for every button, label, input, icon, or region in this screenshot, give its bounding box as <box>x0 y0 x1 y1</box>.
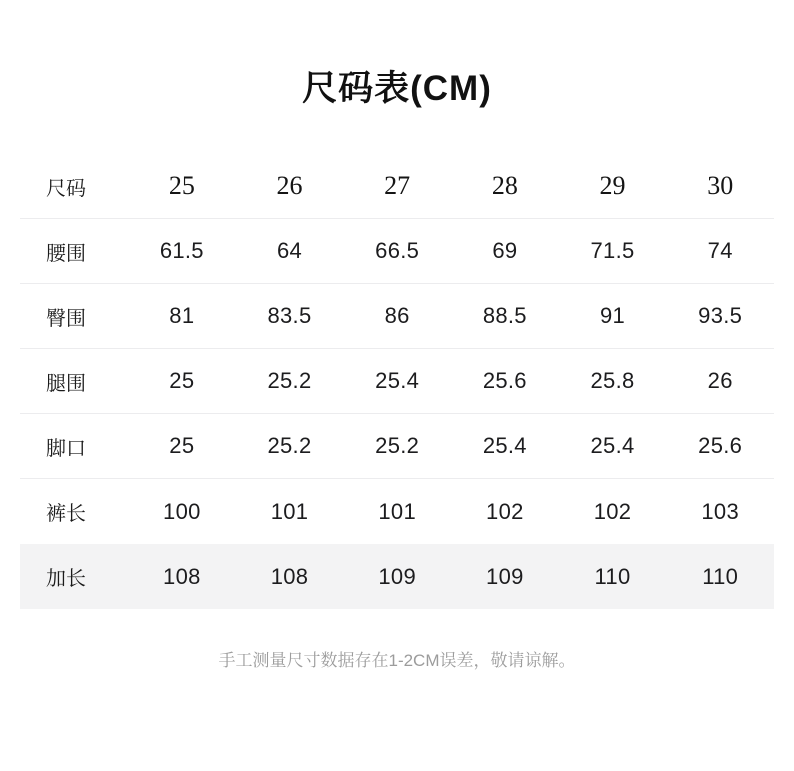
cell-value: 93.5 <box>698 303 743 328</box>
cell-value: 25.6 <box>482 368 527 393</box>
size-column-26: 26 <box>276 171 303 200</box>
cell-value: 71.5 <box>590 238 635 263</box>
row-label: 臀围 <box>46 307 86 330</box>
table-row-extended-length <box>20 544 774 609</box>
size-table-header-row <box>20 154 774 219</box>
cell-value: 25 <box>169 433 195 458</box>
size-column-28: 28 <box>491 171 518 200</box>
cell-value: 100 <box>163 498 201 524</box>
cell-value: 110 <box>594 563 631 589</box>
row-label: 腰围 <box>46 242 86 265</box>
cell-value: 26 <box>707 368 733 393</box>
cell-value: 103 <box>701 498 739 524</box>
page-title: 尺码表(CM) <box>302 69 492 108</box>
cell-value: 102 <box>593 498 632 524</box>
cell-value: 86 <box>384 303 410 328</box>
row-label: 腿围 <box>46 372 86 395</box>
cell-value: 109 <box>486 563 524 589</box>
cell-value: 88.5 <box>482 303 527 328</box>
cell-value: 25.2 <box>267 368 312 393</box>
size-column-29: 29 <box>599 171 626 200</box>
size-column-25: 25 <box>168 171 195 200</box>
cell-value: 25.4 <box>482 433 527 458</box>
cell-value: 25 <box>169 368 195 393</box>
cell-value: 25.2 <box>375 433 420 458</box>
cell-value: 83.5 <box>267 303 312 328</box>
cell-value: 25.4 <box>375 368 420 393</box>
cell-value: 81 <box>169 303 195 328</box>
table-row-pants-length <box>20 479 774 544</box>
cell-value: 64 <box>276 238 303 263</box>
table-row-waist <box>20 219 774 284</box>
row-label: 裤长 <box>46 503 86 525</box>
cell-value: 101 <box>378 498 416 524</box>
cell-value: 66.5 <box>375 238 420 263</box>
cell-value: 74 <box>707 238 733 263</box>
size-column-27: 27 <box>384 171 411 200</box>
cell-value: 25.8 <box>590 368 635 393</box>
cell-value: 61.5 <box>159 238 204 263</box>
cell-value: 25.2 <box>267 433 312 458</box>
cell-value: 25.4 <box>590 433 635 458</box>
table-row-thigh <box>20 349 774 414</box>
cell-value: 109 <box>378 563 416 589</box>
header-label: 尺码 <box>46 177 86 200</box>
cell-value: 108 <box>270 563 309 589</box>
cell-value: 108 <box>163 563 201 589</box>
table-row-leg-opening <box>20 414 774 479</box>
size-table <box>20 154 774 609</box>
row-label: 加长 <box>46 568 86 590</box>
cell-value: 110 <box>702 563 739 589</box>
cell-value: 25.6 <box>698 433 743 458</box>
cell-value: 69 <box>492 238 518 263</box>
cell-value: 91 <box>599 303 626 328</box>
row-label: 脚口 <box>46 437 86 460</box>
table-row-hip <box>20 284 774 349</box>
cell-value: 101 <box>270 498 309 524</box>
cell-value: 102 <box>486 498 524 524</box>
measurement-note: 手工测量尺寸数据存在1-2CM误差，敬请谅解。 <box>218 651 576 670</box>
size-column-30: 30 <box>707 171 734 200</box>
